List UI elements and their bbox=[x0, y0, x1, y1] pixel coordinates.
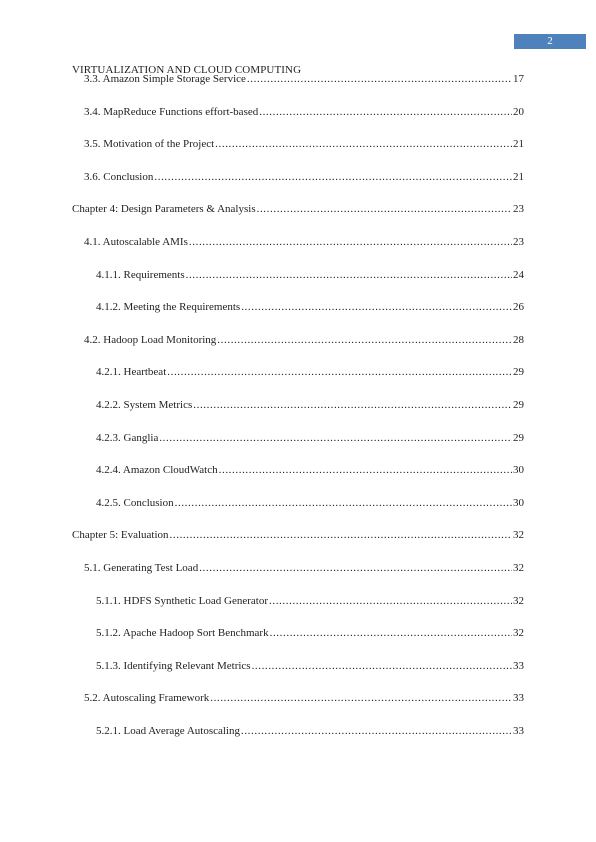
toc-entry-page: 30 bbox=[513, 464, 524, 477]
toc-entry-page: 32 bbox=[513, 562, 524, 574]
toc-entry[interactable] bbox=[84, 170, 524, 184]
toc-dot-leader bbox=[270, 626, 512, 640]
toc-dot-leader bbox=[217, 333, 512, 347]
toc-entry-title: 5.2. Autoscaling Framework bbox=[84, 692, 210, 705]
toc-entry-page: 21 bbox=[513, 138, 524, 151]
toc-entry[interactable] bbox=[96, 659, 524, 673]
toc-entry[interactable] bbox=[84, 137, 524, 151]
toc-entry-page: 21 bbox=[513, 170, 524, 183]
toc-entry-page: 23 bbox=[513, 236, 524, 248]
toc-entry[interactable] bbox=[84, 235, 524, 249]
toc-entry[interactable] bbox=[96, 268, 524, 282]
toc-dot-leader bbox=[269, 594, 512, 608]
toc-entry-title: 5.2.1. Load Average Autoscaling bbox=[96, 725, 240, 737]
toc-entry-page: 32 bbox=[513, 529, 524, 542]
toc-entry[interactable] bbox=[84, 333, 524, 347]
toc-entry-page: 24 bbox=[513, 268, 524, 281]
toc-entry[interactable] bbox=[96, 724, 524, 738]
toc-entry[interactable] bbox=[96, 300, 524, 314]
toc-dot-leader bbox=[219, 463, 512, 477]
toc-entry-title: 4.2.1. Heartbeat bbox=[96, 366, 167, 379]
toc-entry[interactable] bbox=[84, 561, 524, 575]
toc-entry-title: Chapter 5: Evaluation bbox=[72, 529, 169, 542]
toc-entry[interactable] bbox=[96, 398, 524, 412]
toc-dot-leader bbox=[175, 496, 512, 510]
running-head: VIRTUALIZATION AND CLOUD COMPUTING bbox=[72, 64, 302, 76]
page-number-badge: 2 bbox=[514, 34, 586, 49]
toc-dot-leader bbox=[210, 691, 512, 705]
toc-entry-page: 23 bbox=[513, 203, 524, 216]
toc-dot-leader bbox=[215, 137, 512, 151]
toc-dot-leader bbox=[259, 105, 512, 119]
toc-entry-page: 29 bbox=[513, 431, 524, 444]
toc-entry-title: 4.2.2. System Metrics bbox=[96, 399, 193, 411]
toc-entry-title: 4.1.1. Requirements bbox=[96, 268, 185, 281]
toc-entry-page: 32 bbox=[513, 627, 524, 640]
toc-entry-title: Chapter 4: Design Parameters & Analysis bbox=[72, 203, 256, 216]
toc-entry-title: 5.1.3. Identifying Relevant Metrics bbox=[96, 659, 251, 672]
toc-dot-leader bbox=[189, 235, 512, 249]
toc-entry-title: 4.2. Hadoop Load Monitoring bbox=[84, 333, 217, 346]
toc-entry-title: 4.2.4. Amazon CloudWatch bbox=[96, 464, 218, 477]
toc-entry-page: 33 bbox=[513, 692, 524, 705]
toc-entry-page: 26 bbox=[513, 301, 524, 314]
toc-entry-title: 4.1.2. Meeting the Requirements bbox=[96, 301, 241, 314]
toc-dot-leader bbox=[257, 202, 512, 216]
toc-entry-page: 29 bbox=[513, 399, 524, 411]
toc-entry-page: 33 bbox=[513, 659, 524, 672]
toc-entry-title: 4.1. Autoscalable AMIs bbox=[84, 236, 188, 248]
toc-dot-leader bbox=[159, 431, 512, 445]
toc-entry[interactable] bbox=[84, 691, 524, 705]
toc-dot-leader bbox=[241, 300, 512, 314]
toc-dot-leader bbox=[170, 528, 512, 542]
toc-entry-page: 29 bbox=[513, 366, 524, 379]
toc-entry[interactable] bbox=[96, 365, 524, 379]
toc-entry-title: 3.5. Motivation of the Project bbox=[84, 138, 215, 151]
toc-entry-title: 4.2.5. Conclusion bbox=[96, 496, 174, 509]
toc-entry-page: 32 bbox=[513, 594, 524, 607]
toc-dot-leader bbox=[241, 724, 512, 738]
toc-entry-page: 17 bbox=[513, 73, 524, 85]
toc-entry-page: 20 bbox=[513, 105, 524, 118]
toc-entry-title: 5.1.2. Apache Hadoop Sort Benchmark bbox=[96, 627, 269, 640]
toc-entry[interactable] bbox=[84, 105, 524, 119]
toc-dot-leader bbox=[247, 72, 512, 86]
toc-entry[interactable] bbox=[84, 72, 524, 86]
toc-dot-leader bbox=[193, 398, 512, 412]
toc-entry[interactable] bbox=[96, 496, 524, 510]
toc-entry-title: 3.4. MapReduce Functions effort-based bbox=[84, 105, 259, 118]
toc-entry-title: 5.1.1. HDFS Synthetic Load Generator bbox=[96, 594, 268, 607]
toc-dot-leader bbox=[252, 659, 512, 673]
toc-entry-title: 3.3. Amazon Simple Storage Service bbox=[84, 73, 246, 85]
toc-entry-title: 3.6. Conclusion bbox=[84, 170, 154, 183]
toc-entry-title: 5.1. Generating Test Load bbox=[84, 562, 199, 574]
toc-entry[interactable] bbox=[72, 528, 524, 542]
toc-dot-leader bbox=[199, 561, 512, 575]
toc-entry-page: 28 bbox=[513, 333, 524, 346]
toc-entry[interactable] bbox=[96, 594, 524, 608]
toc-entry-page: 33 bbox=[513, 725, 524, 737]
toc-dot-leader bbox=[186, 268, 512, 282]
toc-entry-title: 4.2.3. Ganglia bbox=[96, 431, 159, 444]
toc-entry-page: 30 bbox=[513, 496, 524, 509]
toc-entry[interactable] bbox=[96, 626, 524, 640]
toc-entry[interactable] bbox=[96, 463, 524, 477]
toc-entry[interactable] bbox=[96, 431, 524, 445]
toc-dot-leader bbox=[154, 170, 512, 184]
toc-entry[interactable] bbox=[72, 202, 524, 216]
toc-dot-leader bbox=[167, 365, 512, 379]
